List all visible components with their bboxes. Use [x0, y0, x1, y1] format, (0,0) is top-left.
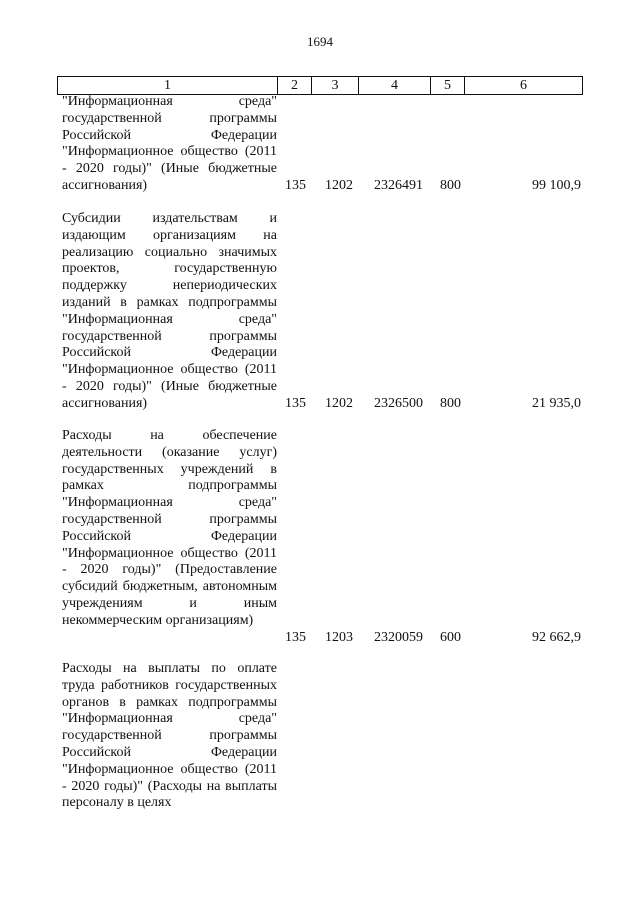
table-row	[57, 94, 581, 199]
header-col-5: 5	[431, 77, 465, 94]
row-description: Расходы на выплаты по оплате труда работников государственных органов в рамках подпрограммы "Информационная среда" государственной программы Российской Федерации "Информационное общество (2011 - 2020 годы)" (Расходы на выплаты персоналу в целях	[62, 661, 277, 811]
page-number: 1694	[307, 34, 333, 49]
row-col-3: 1202	[325, 178, 353, 193]
header-col-3: 3	[312, 77, 359, 94]
row-col-4: 2320059	[374, 630, 423, 645]
row-description: Субсидии издательствам и издающим организациям на реализацию социально значимых проектов, государственную поддержку непериодических изданий в рамках подпрограммы "Информационная среда" государственной программы Российской Федерации "Информационное общество (2011 - 2020 годы)" (Иные бюджетные ассигнования)	[62, 211, 277, 411]
table-header	[57, 76, 583, 95]
row-col-6: 92 662,9	[532, 630, 581, 645]
header-col-1: 1	[58, 77, 278, 94]
row-col-2: 135	[285, 178, 306, 193]
table-row	[57, 211, 581, 421]
row-col-4: 2326500	[374, 396, 423, 411]
row-col-3: 1203	[325, 630, 353, 645]
row-col-4: 2326491	[374, 178, 423, 193]
row-col-2: 135	[285, 396, 306, 411]
row-col-5: 600	[440, 630, 461, 645]
row-col-6: 99 100,9	[532, 178, 581, 193]
table-row	[57, 661, 581, 836]
table-row	[57, 428, 581, 648]
header-col-6: 6	[520, 78, 527, 93]
row-col-6: 21 935,0	[532, 396, 581, 411]
row-col-5: 800	[440, 396, 461, 411]
header-col-2: 2	[278, 77, 312, 94]
row-description: "Информационная среда" государственной программы Российской Федерации "Информационное общество (2011 - 2020 годы)" (Иные бюджетные ассигнования)	[62, 94, 277, 193]
row-description: Расходы на обеспечение деятельности (оказание услуг) государственных учреждений в рамках подпрограммы "Информационная среда" государственной программы Российской Федерации "Информационное общество (2011 - 2020 годы)" (Предоставление субсидий бюджетным, автономным учреждениям и иным некоммерческим организациям)	[62, 428, 277, 628]
row-col-5: 800	[440, 178, 461, 193]
header-col-4: 4	[359, 77, 431, 94]
row-col-2: 135	[285, 630, 306, 645]
row-col-3: 1202	[325, 396, 353, 411]
